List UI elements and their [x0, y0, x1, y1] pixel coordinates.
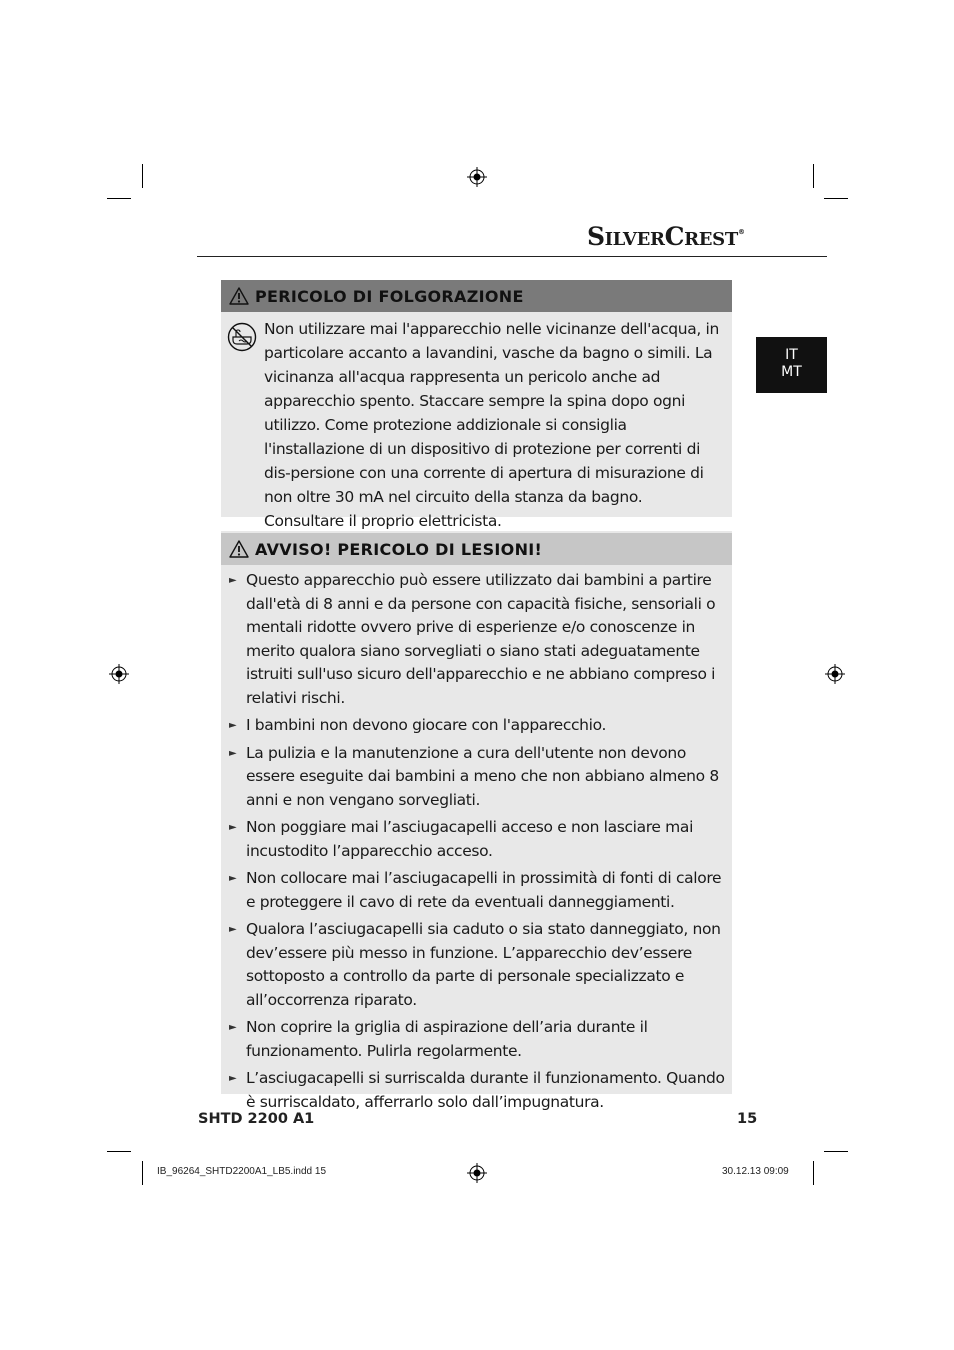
crop-mark — [142, 164, 143, 188]
page-number: 15 — [737, 1111, 758, 1127]
language-tab — [756, 337, 827, 393]
registration-mark-icon — [467, 167, 487, 187]
brand-logo — [587, 222, 757, 252]
list-item-text: Non collocare mai l’asciugacapelli in prossimità di fonti di calore e proteggere il cavo di rete da eventuali danneggiamenti. — [246, 869, 722, 911]
crop-mark — [824, 1151, 848, 1152]
language-code: IT — [785, 347, 798, 363]
list-item-text: La pulizia e la manutenzione a cura dell'utente non devono essere eseguite dai bambini a meno che non abbiano almeno 8 anni e non vengano sorvegliati. — [246, 743, 719, 809]
bullet-arrow-icon: ► — [229, 1022, 237, 1033]
registered-mark: ® — [737, 228, 745, 236]
bullet-arrow-icon: ► — [229, 575, 237, 586]
list-item — [221, 569, 732, 710]
crop-mark — [142, 1161, 143, 1185]
warning-list — [221, 569, 732, 1118]
model-number: SHTD 2200 A1 — [198, 1111, 315, 1127]
crop-mark — [107, 1151, 131, 1152]
list-item — [221, 816, 732, 863]
bullet-arrow-icon: ► — [229, 873, 237, 884]
list-item — [221, 1016, 732, 1063]
crop-mark — [824, 198, 848, 199]
brand-initial: S — [587, 222, 605, 251]
print-slug-date: 30.12.13 09:09 — [722, 1166, 789, 1177]
list-item-text: Non coprire la griglia di aspirazione dell’aria durante il funzionamento. Pulirla regolarmente. — [246, 1018, 648, 1060]
crop-mark — [813, 1161, 814, 1185]
danger-box-text: Non utilizzare mai l'apparecchio nelle vicinanze dell'acqua, in particolare accanto a lavandini, vasche da bagno o simili. La vicinanza all'acqua rappresenta un pericolo anche ad apparecchio spento. Staccare sempre la spina dopo ogni utilizzo. Come protezione addizionale si consiglia l'installazione di un dispositivo di protezione per correnti di dis-persione con una corrente di apertura di misurazione di non oltre 30 mA nel circuito della stanza da bagno. Consultare il proprio elettricista. — [264, 320, 719, 530]
language-code: MT — [781, 364, 802, 380]
bullet-arrow-icon: ► — [229, 1073, 237, 1084]
registration-mark-icon — [467, 1163, 487, 1183]
brand-text: REST — [684, 229, 738, 250]
header-rule — [197, 256, 827, 257]
list-item-text: Qualora l’asciugacapelli sia caduto o sia stato danneggiato, non dev’essere più messo in funzione. L’apparecchio dev’essere sottoposto a controllo da parte di personale specializzato e all’occorrenza riparato. — [246, 920, 721, 1009]
bullet-arrow-icon: ► — [229, 747, 237, 759]
print-slug-file: IB_96264_SHTD2200A1_LB5.indd 15 — [157, 1166, 327, 1177]
warning-triangle-icon — [229, 540, 249, 558]
bullet-arrow-icon: ► — [229, 720, 237, 731]
no-bathtub-icon — [227, 322, 257, 352]
list-item — [221, 714, 732, 738]
crop-mark — [813, 164, 814, 188]
danger-box-title: PERICOLO DI FOLGORAZIONE — [255, 286, 524, 306]
electric-shock-danger-box — [221, 280, 732, 530]
list-item — [221, 1067, 732, 1114]
list-item-text: Questo apparecchio può essere utilizzato dai bambini a partire dall'età di 8 anni e da persone con capacità fisiche, sensoriali o mentali ridotte ovvero prive di esperienze e/o conoscenze in merito qualora siano sorvegliati o siano stati adeguatamente istruiti sull'uso sicuro dell'apparecchio e ne abbiano compreso i relativi rischi. — [246, 571, 716, 707]
warning-box-title: AVVISO! PERICOLO DI LESIONI! — [255, 539, 543, 559]
danger-box-header — [221, 280, 732, 312]
registration-mark-icon — [109, 664, 129, 684]
warning-box-header — [221, 533, 732, 565]
crop-mark — [107, 198, 131, 199]
list-item-text: Non poggiare mai l’asciugacapelli acceso e non lasciare mai incustodito l’apparecchio acceso. — [246, 818, 694, 860]
registration-mark-icon — [825, 664, 845, 684]
bullet-arrow-icon: ► — [229, 924, 237, 935]
warning-triangle-icon — [229, 287, 249, 305]
injury-warning-box — [221, 531, 732, 1111]
brand-initial: C — [664, 222, 685, 251]
list-item — [221, 918, 732, 1012]
list-item — [221, 742, 732, 813]
list-item-text: L’asciugacapelli si surriscalda durante il funzionamento. Quando è surriscaldato, afferrarlo solo dall’impugnatura. — [246, 1069, 725, 1111]
bullet-arrow-icon: ► — [229, 822, 237, 833]
list-item-text: I bambini non devono giocare con l'apparecchio. — [246, 716, 607, 734]
brand-text: ILVER — [604, 229, 665, 250]
list-item — [221, 867, 732, 914]
